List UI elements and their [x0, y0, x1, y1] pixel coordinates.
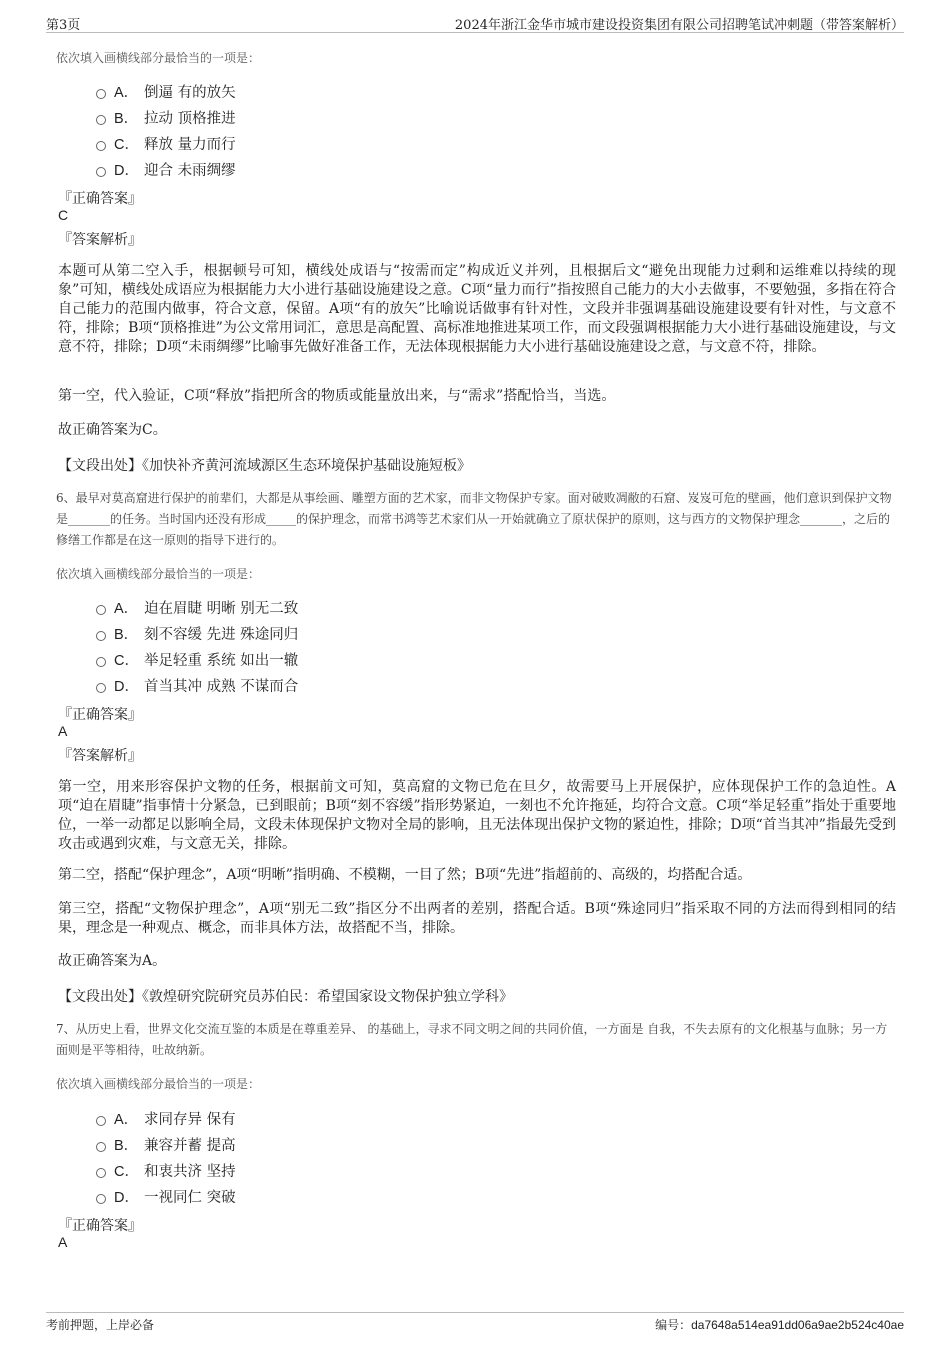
- q6-answer-label: 『正确答案』: [58, 707, 142, 723]
- q6-question: 6、最早对莫高窟进行保护的前辈们，大都是从事绘画、雕塑方面的艺术家，而非文物保护专家。面对破败凋敝的石窟、岌岌可危的壁画，他们意识到保护文物是_______的任务。当时国内还没有形成_____的保护理念，而常书鸿等艺术家们从一开始就确立了原状保护的原则，这与西方的文物保护理念_______，之后的修缮工作都是在这一原则的指导下进行的。: [56, 491, 892, 547]
- q6-option-a[interactable]: A． 迫在眉睫 明晰 别无二致: [96, 596, 298, 618]
- radio-icon[interactable]: [96, 683, 106, 693]
- radio-icon[interactable]: [96, 89, 106, 99]
- q5-option-d[interactable]: D． 迎合 未雨绸缪: [96, 158, 236, 180]
- radio-icon[interactable]: [96, 1194, 106, 1204]
- q5-source: 【文段出处】《加快补齐黄河流域源区生态环境保护基础设施短板》: [58, 458, 471, 474]
- q5-prompt: 依次填入画横线部分最恰当的一项是：: [56, 51, 261, 65]
- code-label: 编号：: [655, 1318, 692, 1332]
- q7-option-a[interactable]: A． 求同存异 保有: [96, 1107, 236, 1129]
- footer-slogan: 考前押题，上岸必备: [46, 1318, 155, 1332]
- q6-analysis-paragraph-1: 第一空，用来形容保护文物的任务，根据前文可知，莫高窟的文物已危在旦夕，故需要马上开展保护，应体现保护工作的急迫性。A项“迫在眉睫”指事情十分紧急，已到眼前；B项“刻不容缓”指形势紧迫，一刻也不允许拖延，均符合文意。C项“举足轻重”指处于重要地位，一举一动都足以影响全局，文段未体现保护文物对全局的影响，且无法体现出保护文物的紧迫性，排除；D项“首当其冲”指最先受到攻击或遇到灾难，与文意无关，排除。: [58, 779, 896, 852]
- q6-analysis-paragraph-3: 第三空，搭配“文物保护理念”，A项“别无二致”指区分不出两者的差别，搭配合适。B项“殊途同归”指采取不同的方法而得到相同的结果，理念是一种观点、概念，而非具体方法，故搭配不当，排除。: [58, 901, 896, 936]
- q5-option-c[interactable]: C． 释放 量力而行: [96, 132, 236, 154]
- q6-option-b[interactable]: B． 刻不容缓 先进 殊途同归: [96, 622, 298, 644]
- q6-option-c[interactable]: C． 举足轻重 系统 如出一辙: [96, 648, 298, 670]
- radio-icon[interactable]: [96, 605, 106, 615]
- radio-icon[interactable]: [96, 1142, 106, 1152]
- q6-prompt: 依次填入画横线部分最恰当的一项是：: [56, 567, 261, 581]
- q5-answer-label: 『正确答案』: [58, 191, 142, 207]
- page-number: 第3页: [46, 18, 81, 33]
- document-title: 2024年浙江金华市城市建设投资集团有限公司招聘笔试冲刺题（带答案解析）: [454, 18, 904, 33]
- q7-prompt: 依次填入画横线部分最恰当的一项是：: [56, 1077, 261, 1091]
- radio-icon[interactable]: [96, 1168, 106, 1178]
- q6-analysis-paragraph-2: 第二空，搭配“保护理念”，A项“明晰”指明确、不模糊，一目了然；B项“先进”指超前的、高级的，均搭配合适。: [58, 867, 752, 883]
- q6-option-d[interactable]: D． 首当其冲 成熟 不谋而合: [96, 674, 298, 696]
- q5-analysis-label: 『答案解析』: [58, 232, 142, 248]
- q6-analysis-label: 『答案解析』: [58, 748, 142, 764]
- q7-answer-label: 『正确答案』: [58, 1218, 142, 1234]
- q5-analysis-paragraph-1: 本题可从第二空入手，根据顿号可知，横线处成语与“按需而定”构成近义并列，且根据后文“避免出现能力过剩和运维难以持续的现象”可知，横线处成语应为根据能力大小进行基础设施建设之意。C项“量力而行”指按照自己能力的大小去做事，不要勉强，多指在符合自己能力的范围内做事，符合文意，保留。A项“有的放矢”比喻说话做事有针对性，文段并非强调基础设施建设要有针对性，与文意不符，排除；B项“顶格推进”为公文常用词汇，意思是高配置、高标准地推进某项工作，而文段强调根据能力大小进行基础设施建设，与文意不符，排除；D项“未雨绸缪”比喻事先做好准备工作，无法体现根据能力大小进行基础设施建设之意，与文意不符，排除。: [58, 263, 896, 355]
- q7-question: 7、从历史上看，世界文化交流互鉴的本质是在尊重差异、 的基础上，寻求不同文明之间的共同价值，一方面是 自我，不失去原有的文化根基与血脉；另一方面则是平等相待，吐故纳新。: [56, 1022, 888, 1057]
- q7-option-b[interactable]: B． 兼容并蓄 提高: [96, 1133, 236, 1155]
- page-footer: [46, 1312, 904, 1332]
- q7-option-c[interactable]: C． 和衷共济 坚持: [96, 1159, 236, 1181]
- q5-option-b[interactable]: B． 拉动 顶格推进: [96, 106, 236, 128]
- radio-icon[interactable]: [96, 115, 106, 125]
- q6-analysis-paragraph-4: 故正确答案为A。: [58, 953, 167, 969]
- q6-answer: A: [58, 723, 68, 739]
- q7-answer: A: [58, 1234, 68, 1250]
- radio-icon[interactable]: [96, 657, 106, 667]
- q5-analysis-paragraph-3: 故正确答案为C。: [58, 422, 167, 438]
- q6-source: 【文段出处】《敦煌研究院研究员苏伯民：希望国家设文物保护独立学科》: [58, 989, 513, 1005]
- radio-icon[interactable]: [96, 1116, 106, 1126]
- footer-code: [655, 1316, 904, 1333]
- q5-option-a[interactable]: A． 倒逼 有的放矢: [96, 80, 236, 102]
- radio-icon[interactable]: [96, 167, 106, 177]
- q5-analysis-paragraph-2: 第一空，代入验证，C项“释放”指把所含的物质或能量放出来，与“需求”搭配恰当，当选。: [58, 388, 616, 404]
- radio-icon[interactable]: [96, 141, 106, 151]
- q5-answer: C: [58, 207, 69, 223]
- q7-option-d[interactable]: D． 一视同仁 突破: [96, 1185, 236, 1207]
- code-value: da7648a514ea91dd06a9ae2b524c40ae: [691, 1318, 904, 1332]
- radio-icon[interactable]: [96, 631, 106, 641]
